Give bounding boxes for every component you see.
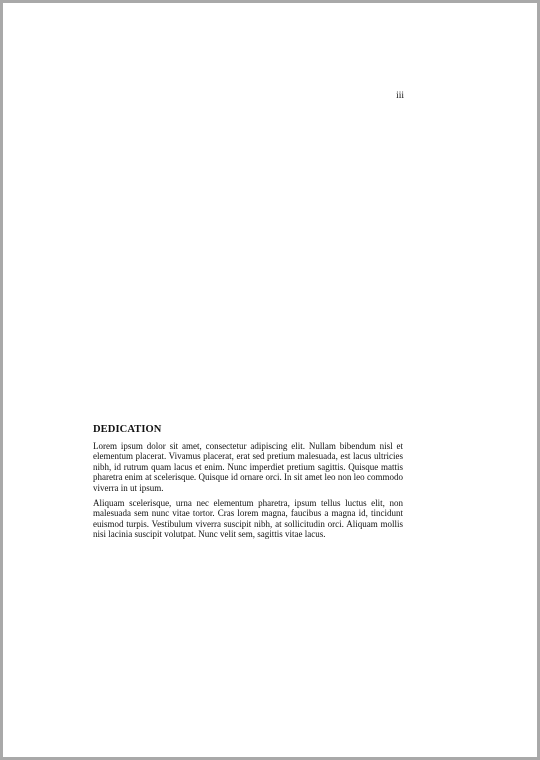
page-number: iii [396, 91, 404, 101]
document-page [3, 3, 537, 757]
dedication-section [93, 423, 403, 545]
dedication-paragraph-2: Aliquam scelerisque, urna nec elementum pharetra, ipsum tellus luctus elit, non malesuada sem nunc vitae tortor. Cras lorem magna, faucibus a magna id, tincidunt euismod turpis. Vestibulum viverra suscipit nibh, at sollicitudin orci. Aliquam mollis nisi lacinia suscipit volutpat. Nunc velit sem, sagittis vitae lacus. [93, 498, 403, 540]
dedication-heading: DEDICATION [93, 424, 162, 435]
dedication-paragraph-1: Lorem ipsum dolor sit amet, consectetur adipiscing elit. Nullam bibendum nisl et elementum placerat. Vivamus placerat, erat sed pretium malesuada, est lacus ultricies nibh, id rutrum quam lacus et enim. Nunc imperdiet pretium sagittis. Quisque mattis pharetra enim at scelerisque. Quisque id ornare orci. In sit amet leo non leo commodo viverra in ut ipsum. [93, 441, 403, 493]
